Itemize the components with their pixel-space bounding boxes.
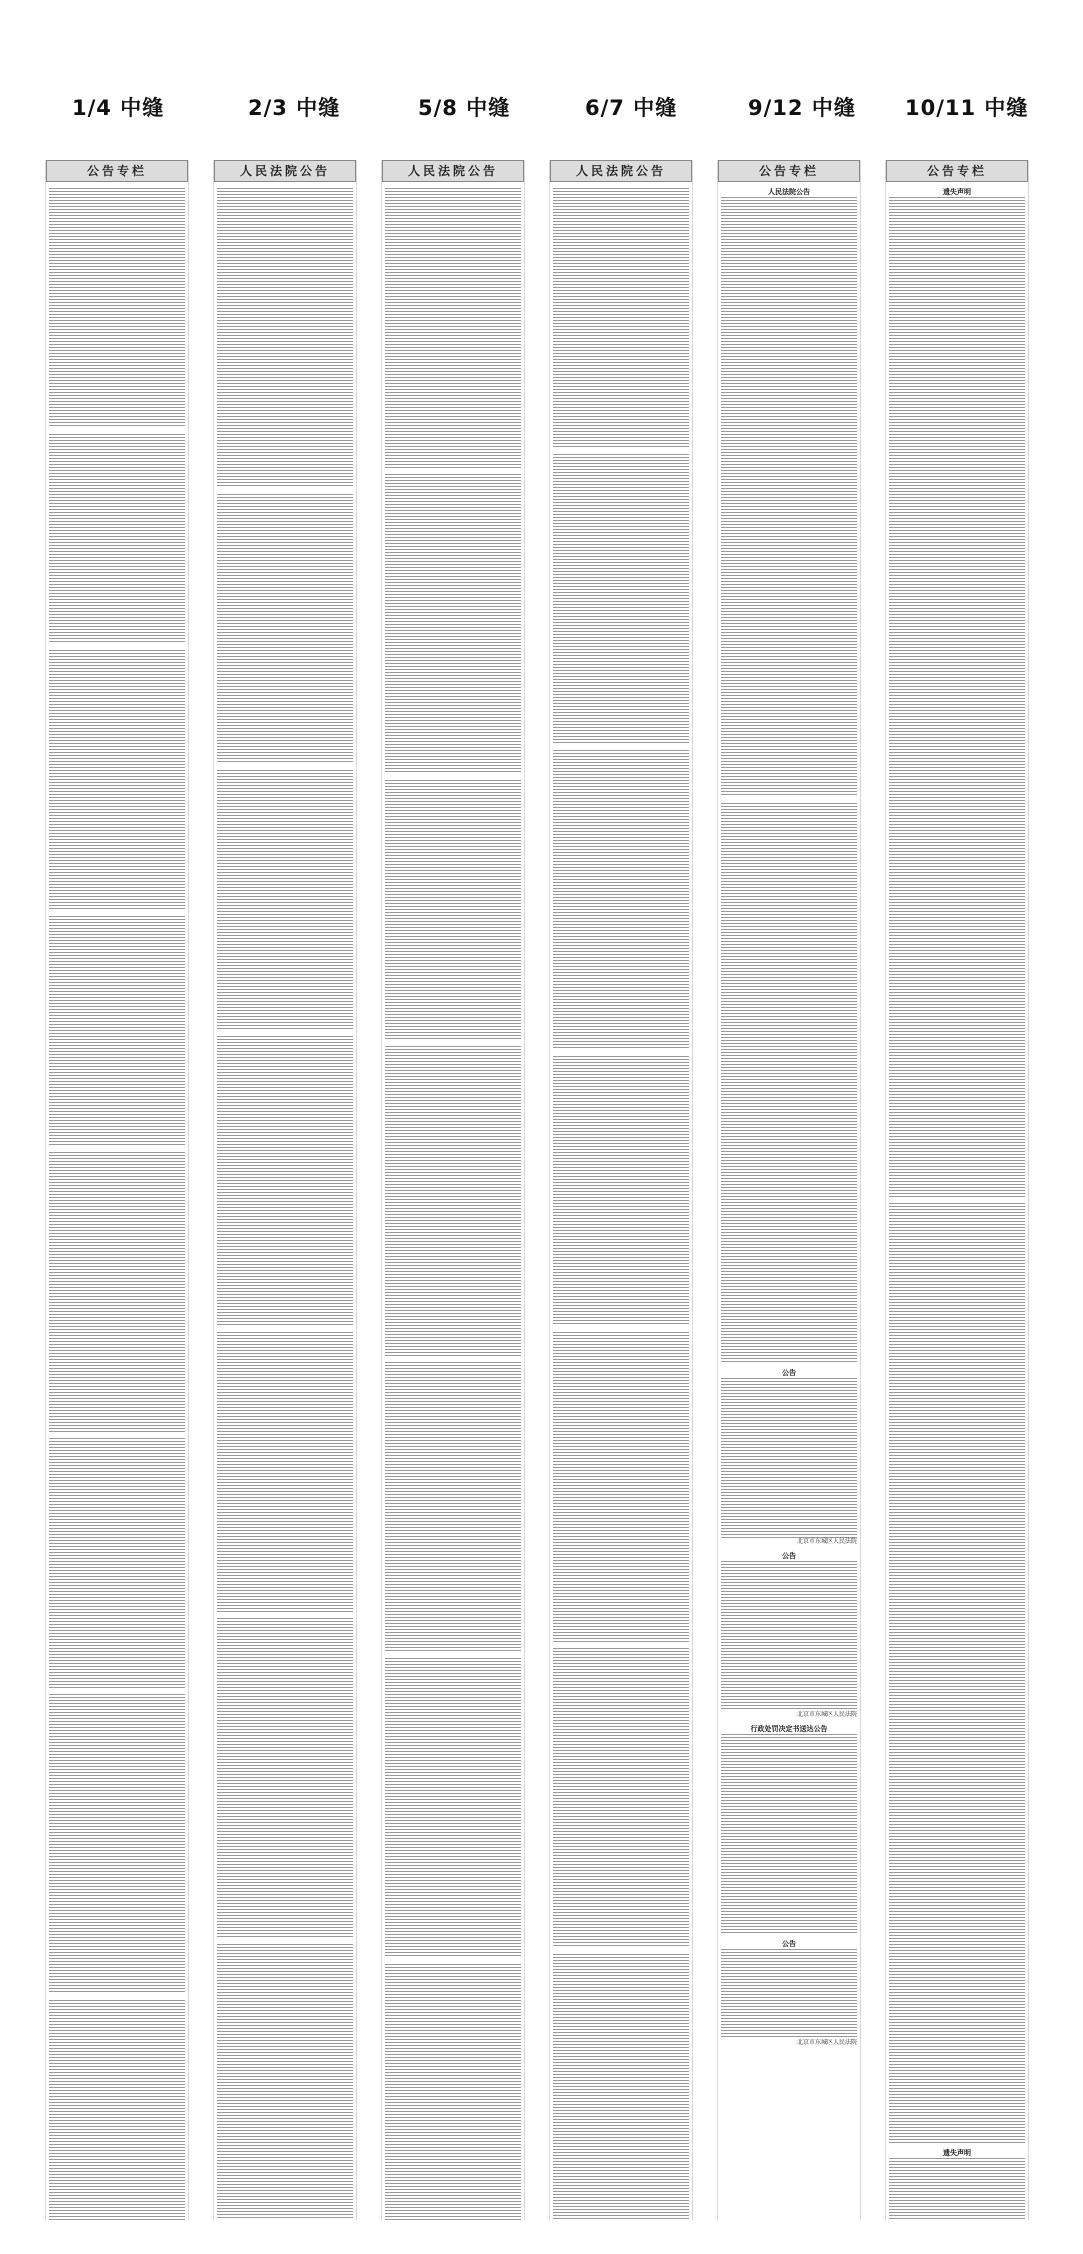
notice-article — [217, 1618, 353, 1938]
notice-article — [49, 1438, 185, 1688]
notice-article — [553, 1056, 689, 1326]
notice-article — [217, 494, 353, 764]
notice-article — [49, 1694, 185, 1994]
fold-column-10-11 — [885, 160, 1029, 2220]
fold-label-10-11: 10/11 中缝 — [905, 96, 1029, 120]
column-body — [886, 188, 1028, 2220]
column-body — [382, 188, 524, 2220]
notice-article — [553, 188, 689, 448]
column-header: 人民法院公告 — [382, 160, 524, 182]
notice-article — [385, 188, 521, 468]
fold-label-2-3: 2/3 中缝 — [248, 96, 341, 120]
article-signature: 北京市东城区人民法院 — [796, 1538, 857, 1545]
notice-article — [385, 1964, 521, 2220]
notice-article — [889, 2149, 1025, 2220]
notice-article — [217, 770, 353, 1030]
notice-article — [217, 188, 353, 488]
notice-article — [721, 188, 857, 797]
column-body — [718, 188, 860, 2047]
notice-article — [721, 803, 857, 1363]
fold-column-1-4 — [45, 160, 189, 2220]
article-title: 遗失声明 — [943, 188, 971, 196]
notice-article — [553, 1648, 689, 1948]
article-title: 公告 — [782, 1369, 796, 1377]
notice-article — [889, 1203, 1025, 2143]
notice-article — [553, 454, 689, 744]
notice-article — [721, 1725, 857, 1934]
column-header: 人民法院公告 — [550, 160, 692, 182]
fold-label-9-12: 9/12 中缝 — [748, 96, 856, 120]
notice-article — [553, 1332, 689, 1642]
notice-article — [385, 1362, 521, 1652]
notice-article — [49, 916, 185, 1146]
column-body — [46, 188, 188, 2220]
notice-article — [385, 1046, 521, 1356]
notice-article — [721, 1940, 857, 2047]
article-title: 公告 — [782, 1552, 796, 1560]
fold-label-1-4: 1/4 中缝 — [72, 96, 165, 120]
column-header: 公告专栏 — [886, 160, 1028, 182]
article-signature: 北京市东城区人民法院 — [796, 2039, 857, 2046]
article-title: 公告 — [782, 1940, 796, 1948]
column-body — [550, 188, 692, 2220]
notice-article — [721, 1369, 857, 1546]
notice-article — [49, 188, 185, 428]
article-signature: 北京市东城区人民法院 — [796, 1711, 857, 1718]
fold-column-2-3 — [213, 160, 357, 2220]
article-title: 人民法院公告 — [768, 188, 810, 196]
notice-article — [553, 750, 689, 1050]
fold-label-5-8: 5/8 中缝 — [418, 96, 511, 120]
notice-article — [49, 650, 185, 910]
notice-article — [217, 1332, 353, 1612]
notice-article — [721, 1552, 857, 1719]
notice-article — [385, 1658, 521, 1958]
fold-column-9-12 — [717, 160, 861, 2220]
notice-article — [49, 2000, 185, 2220]
fold-label-6-7: 6/7 中缝 — [585, 96, 678, 120]
column-body — [214, 188, 356, 2220]
notice-article — [889, 188, 1025, 1197]
column-header: 人民法院公告 — [214, 160, 356, 182]
notice-article — [217, 1036, 353, 1326]
notice-article — [49, 434, 185, 644]
column-header: 公告专栏 — [718, 160, 860, 182]
article-title: 遗失声明 — [943, 2149, 971, 2157]
article-title: 行政处罚决定书送达公告 — [750, 1725, 828, 1733]
notice-article — [385, 474, 521, 774]
notice-article — [217, 1944, 353, 2220]
fold-column-6-7 — [549, 160, 693, 2220]
fold-column-5-8 — [381, 160, 525, 2220]
notice-article — [385, 780, 521, 1040]
column-header: 公告专栏 — [46, 160, 188, 182]
notice-article — [49, 1152, 185, 1432]
notice-article — [553, 1954, 689, 2220]
